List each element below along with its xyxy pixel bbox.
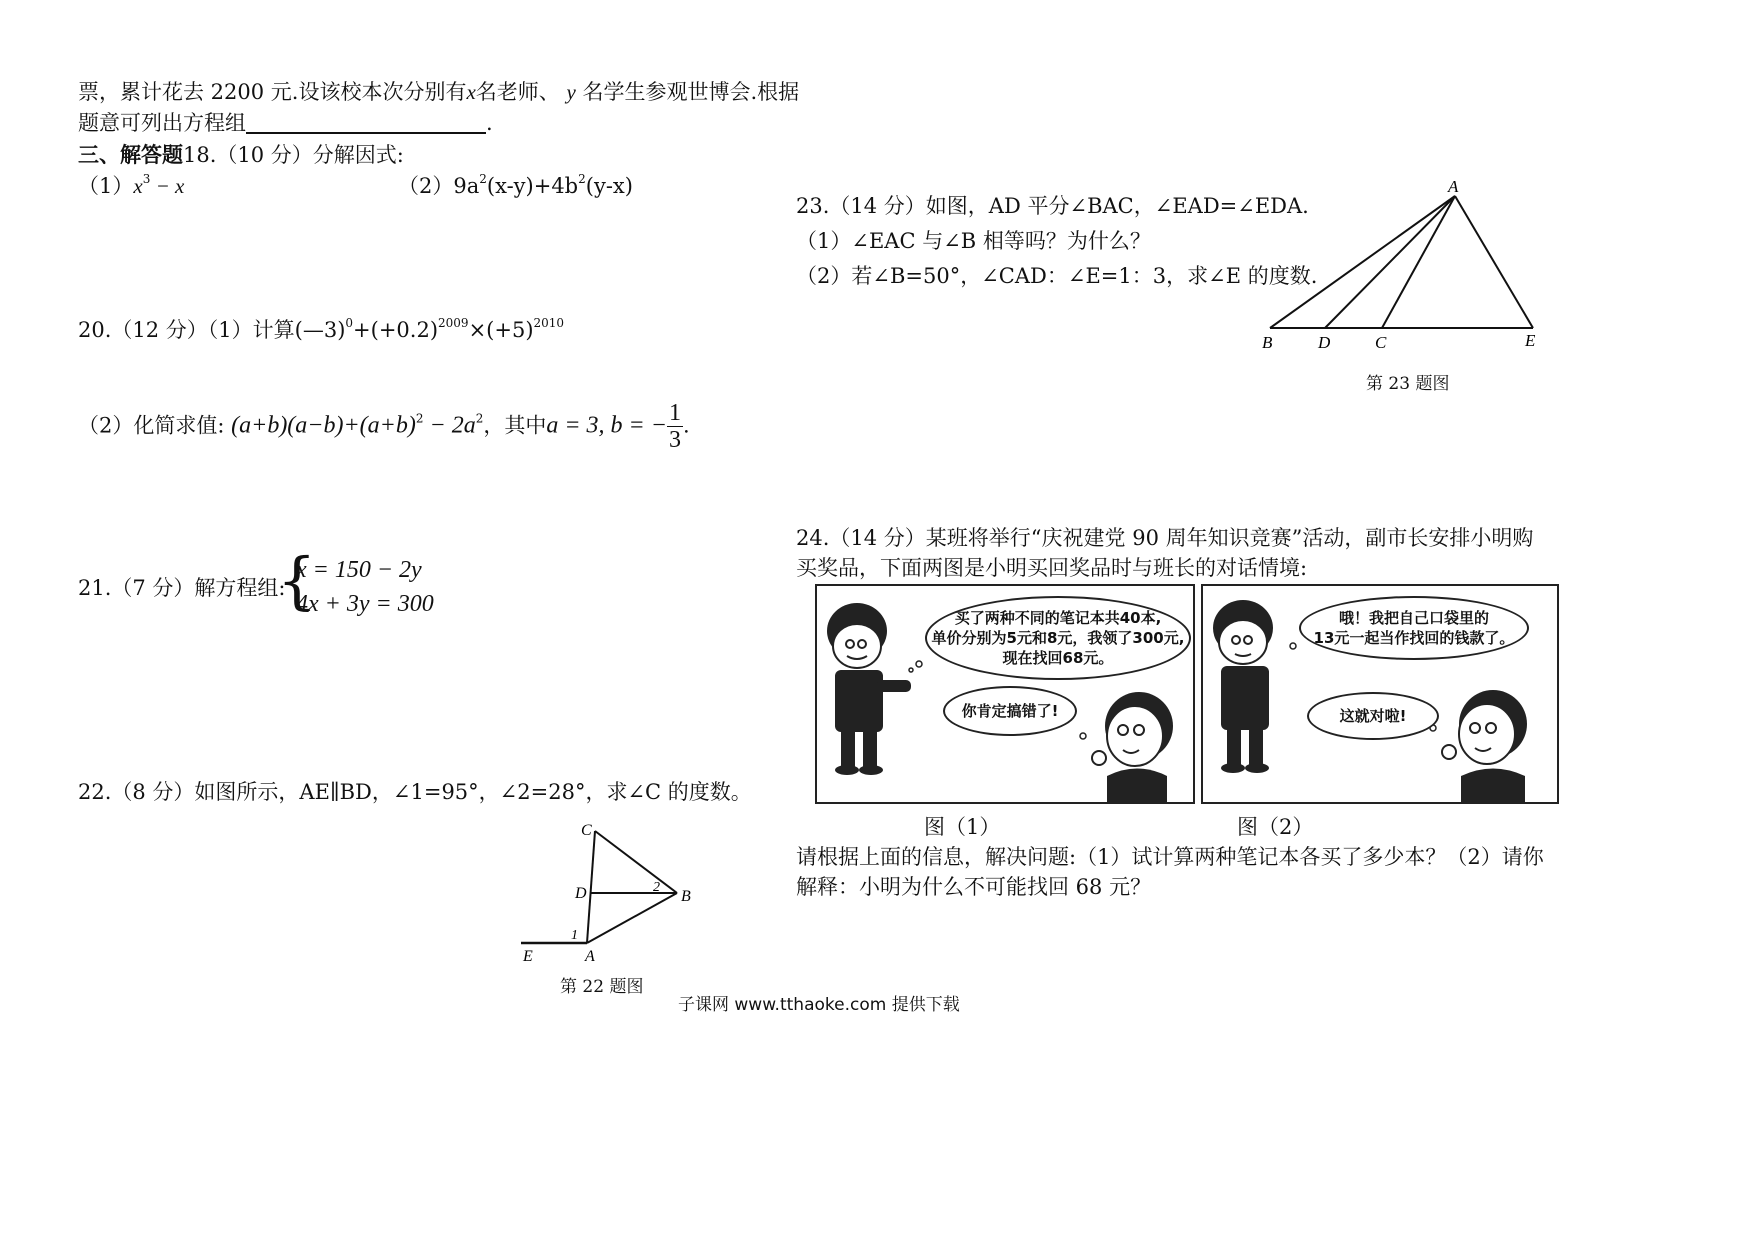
- q17-line2: [78, 111, 493, 136]
- q18-part2-sup2: 2: [578, 172, 586, 186]
- q24-line2: 买奖品，下面两图是小明买回奖品时与班长的对话情境:: [796, 556, 1308, 580]
- q24-line1: 24.（14 分）某班将举行“庆祝建党 90 周年知识竞赛”活动，副市长安排小明购: [796, 526, 1534, 550]
- q18-part1: [78, 172, 184, 199]
- q20-text-c: ×(+5): [468, 318, 534, 342]
- fig1-caption: 图（1）: [924, 815, 1001, 839]
- q21-text: 21.（7 分）解方程组:: [78, 576, 286, 600]
- q20-part2-label: （2）化简求值:: [78, 413, 225, 438]
- q23-line-AE: [1455, 196, 1533, 328]
- q18-part2-b: (x-y)+4b: [486, 174, 579, 198]
- frac-den: 3: [668, 427, 681, 454]
- q22-line-CB: [595, 831, 677, 893]
- q20-text-a: 20.（12 分）（1）计算(—3): [78, 318, 346, 342]
- frac-num: 1: [668, 400, 681, 426]
- q22-text: 22.（8 分）如图所示，AE∥BD，∠1=95°，∠2=28°，求∠C 的度数。: [78, 780, 752, 804]
- q22-label-A: A: [585, 948, 595, 965]
- q18-part2: [398, 172, 633, 199]
- q17-line1-pre: 票，累计花去 2200 元.设该校本次分别有: [78, 80, 467, 104]
- q23-label-D: D: [1318, 333, 1331, 352]
- q20-part1: [78, 316, 564, 343]
- q18-title: 18.（10 分）分解因式:: [183, 143, 404, 167]
- fraction-one-third: [667, 400, 683, 454]
- q22-label-2: 2: [653, 880, 660, 895]
- q17-line2-end: .: [486, 111, 493, 135]
- q20-part2-sup: 2: [415, 411, 424, 426]
- q20-sup0: 0: [345, 316, 354, 330]
- q23-part1: （1）∠EAC 与∠B 相等吗？为什么？: [796, 229, 1151, 253]
- q20-part2-expr-a: (a+b)(a−b)+(a+b): [231, 412, 416, 439]
- q18-part2-a: 9a: [453, 174, 480, 198]
- q23-line-AD: [1325, 196, 1455, 328]
- q17-line1-mid: 名老师、: [475, 80, 560, 104]
- q23-line-AC: [1382, 196, 1455, 328]
- q20-part2-cond: a = 3, b = −: [546, 412, 667, 439]
- footer-credit: 子课网 www.tthaoke.com 提供下载: [678, 995, 960, 1015]
- q23-part2: （2）若∠B=50°，∠CAD：∠E=1：3，求∠E 的度数.: [796, 264, 1318, 288]
- q18-part1-sup: 3: [142, 172, 151, 186]
- q20-part2-end: .: [682, 413, 690, 438]
- q20-part2-mid: ，其中: [483, 413, 547, 438]
- q23-text: 23.（14 分）如图，AD 平分∠BAC，∠EAD=∠EDA.: [796, 194, 1309, 218]
- q18-part2-c: (y-x): [585, 174, 633, 198]
- q23-line-AB: [1270, 196, 1455, 328]
- q17-var-x: x: [466, 80, 476, 104]
- q22-line-CA: [587, 831, 595, 943]
- system-brace: {: [277, 544, 317, 617]
- q18-part1-expr: x: [133, 174, 143, 198]
- q21-eq1: x = 150 − 2y: [296, 557, 422, 583]
- q18-part1-expr-b: − x: [150, 174, 185, 198]
- speech-bubble-girl-1: 你肯定搞错了!: [943, 686, 1077, 736]
- q24-question1: 请根据上面的信息，解决问题:（1）试计算两种笔记本各买了多少本？（2）请你: [796, 845, 1544, 869]
- q22-label-E: E: [523, 948, 533, 965]
- q23-caption: 第 23 题图: [1366, 374, 1450, 394]
- q17-line1: [78, 80, 799, 105]
- q20-part2-expr-b: − 2a: [423, 412, 476, 439]
- q21-eq2: 4x + 3y = 300: [296, 591, 434, 617]
- q20-sup2: 2010: [533, 316, 565, 330]
- q22-label-1: 1: [571, 928, 578, 943]
- q20-text-b: +(+0.2): [353, 318, 439, 342]
- q22-figure: [515, 815, 715, 975]
- q18-part1-label: （1）: [78, 174, 134, 198]
- q23-label-E: E: [1525, 331, 1536, 350]
- q18-header: [78, 142, 404, 168]
- q18-part2-label: （2）: [398, 174, 454, 198]
- comic-panel-1: [815, 584, 1195, 804]
- q23-label-A: A: [1448, 178, 1459, 196]
- q17-line1-post: 名学生参观世博会.根据: [582, 80, 800, 104]
- fig2-caption: 图（2）: [1237, 815, 1314, 839]
- q17-line2-text: 题意可列出方程组: [78, 111, 246, 135]
- q22-label-C: C: [581, 822, 592, 839]
- q17-var-y: y: [566, 80, 576, 104]
- speech-bubble-boy-2: 哦！我把自己口袋里的 13元一起当作找回的钱款了。: [1299, 596, 1529, 660]
- q23-label-C: C: [1375, 333, 1387, 352]
- q22-line-AB: [587, 893, 677, 943]
- speech-bubble-girl-2: 这就对啦!: [1307, 692, 1439, 740]
- section-heading: 三、解答题: [78, 142, 183, 167]
- q22-caption: 第 22 题图: [560, 977, 644, 997]
- q24-question2: 解释：小明为什么不可能找回 68 元？: [796, 875, 1152, 899]
- speech-bubble-boy-1: 买了两种不同的笔记本共40本, 单价分别为5元和8元，我领了300元, 现在找回68元。: [925, 596, 1191, 680]
- q23-figure: [1255, 178, 1555, 358]
- q20-part2: [78, 400, 690, 454]
- q18-part2-sup1: 2: [479, 172, 487, 186]
- q22-label-B: B: [681, 888, 691, 905]
- q22-label-D: D: [575, 885, 587, 902]
- q20-sup1: 2009: [438, 316, 469, 330]
- q23-label-B: B: [1262, 333, 1273, 352]
- q20-part2-sup2: 2: [475, 411, 484, 426]
- answer-blank[interactable]: [246, 112, 486, 134]
- comic-panel-2: [1201, 584, 1559, 804]
